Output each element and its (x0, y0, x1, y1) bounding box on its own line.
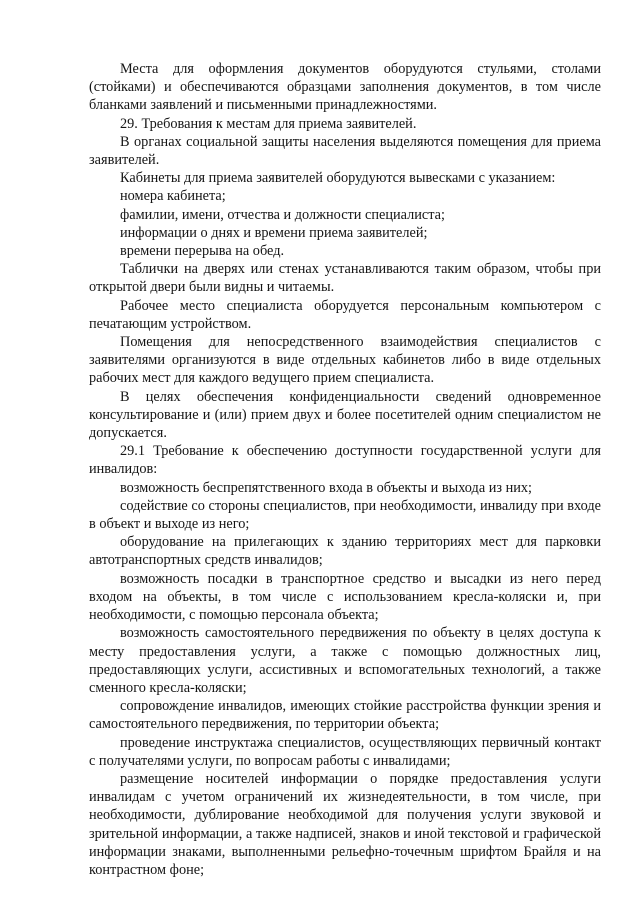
list-item-independent-movement: возможность самостоятельного передвижения по объекту в целях доступа к месту предоставления услуги, а также с помощью должностных лиц, предоставляющих услуги, ассистивных и вспомогательных технологий, а также сменного кресла-коляски; (89, 625, 601, 696)
list-item-parking: оборудование на прилегающих к зданию территориях мест для парковки автотранспортных средств инвалидов; (89, 534, 601, 569)
list-item-information-carriers: размещение носителей информации о порядке предоставления услуги инвалидам с учетом ограничений их жизнедеятельности, в том числе, при необходимости, дублирование необходимой для получения услуги звуковой и зрительной информации, а также надписей, знаков и иной текстовой и графической информации знаками, выполненными рельефно-точечным шрифтом Брайля и на контрастном фоне; (89, 770, 601, 878)
paragraph-reception-rooms: В органах социальной защиты населения выделяются помещения для приема заявителей. (89, 133, 601, 169)
list-item-reception-days: информации о днях и времени приема заявителей; (120, 224, 428, 241)
list-item-room-number: номера кабинета; (120, 188, 226, 205)
document-body (89, 60, 601, 879)
paragraph-signs-intro: Кабинеты для приема заявителей оборудуются вывесками с указанием: (120, 170, 556, 187)
list-item-free-entry: возможность беспрепятственного входа в объекты и выхода из них; (120, 479, 533, 496)
list-item-staff-briefing: проведение инструктажа специалистов, осуществляющих первичный контакт с получателями услуги, по вопросам работы с инвалидами; (89, 734, 601, 769)
paragraph-workplace-computer: Рабочее место специалиста оборудуется персональным компьютером с печатающим устройством. (89, 297, 601, 332)
paragraph-places-for-documents: Места для оформления документов оборудуются стульями, столами (стойками) и обеспечиваются образцами заполнения документов, в том числе бланками заявлений и письменными принадлежностями. (89, 61, 601, 114)
paragraph-section-29-1-heading: 29.1 Требование к обеспечению доступности государственной услуги для инвалидов: (89, 443, 601, 478)
list-item-vehicle-boarding: возможность посадки в транспортное средство и высадки из него перед входом на объекты, в том числе с использованием кресла-коляски и, при необходимости, с помощью персонала объекта; (89, 570, 601, 624)
list-item-escort: сопровождение инвалидов, имеющих стойкие расстройства функции зрения и самостоятельного передвижения, по территории объекта; (89, 698, 601, 733)
paragraph-confidentiality: В целях обеспечения конфиденциальности сведений одновременное консультирование и (или) прием двух и более посетителей одним специалистом не допускается. (89, 388, 601, 442)
list-item-lunch-break: времени перерыва на обед. (120, 243, 285, 260)
list-item-staff-assistance: содействие со стороны специалистов, при необходимости, инвалиду при входе в объект и выходе из него; (89, 497, 601, 533)
paragraph-interaction-rooms: Помещения для непосредственного взаимодействия специалистов с заявителями организуются в виде отдельных кабинетов либо в виде отдельных рабочих мест для каждого ведущего прием специалиста. (89, 334, 601, 387)
paragraph-section-29-heading: 29. Требования к местам для приема заявителей. (120, 115, 417, 132)
list-item-specialist-name: фамилии, имени, отчества и должности специалиста; (120, 206, 445, 223)
paragraph-door-plates: Таблички на дверях или стенах устанавливаются таким образом, чтобы при открытой двери были видны и читаемы. (89, 261, 601, 296)
